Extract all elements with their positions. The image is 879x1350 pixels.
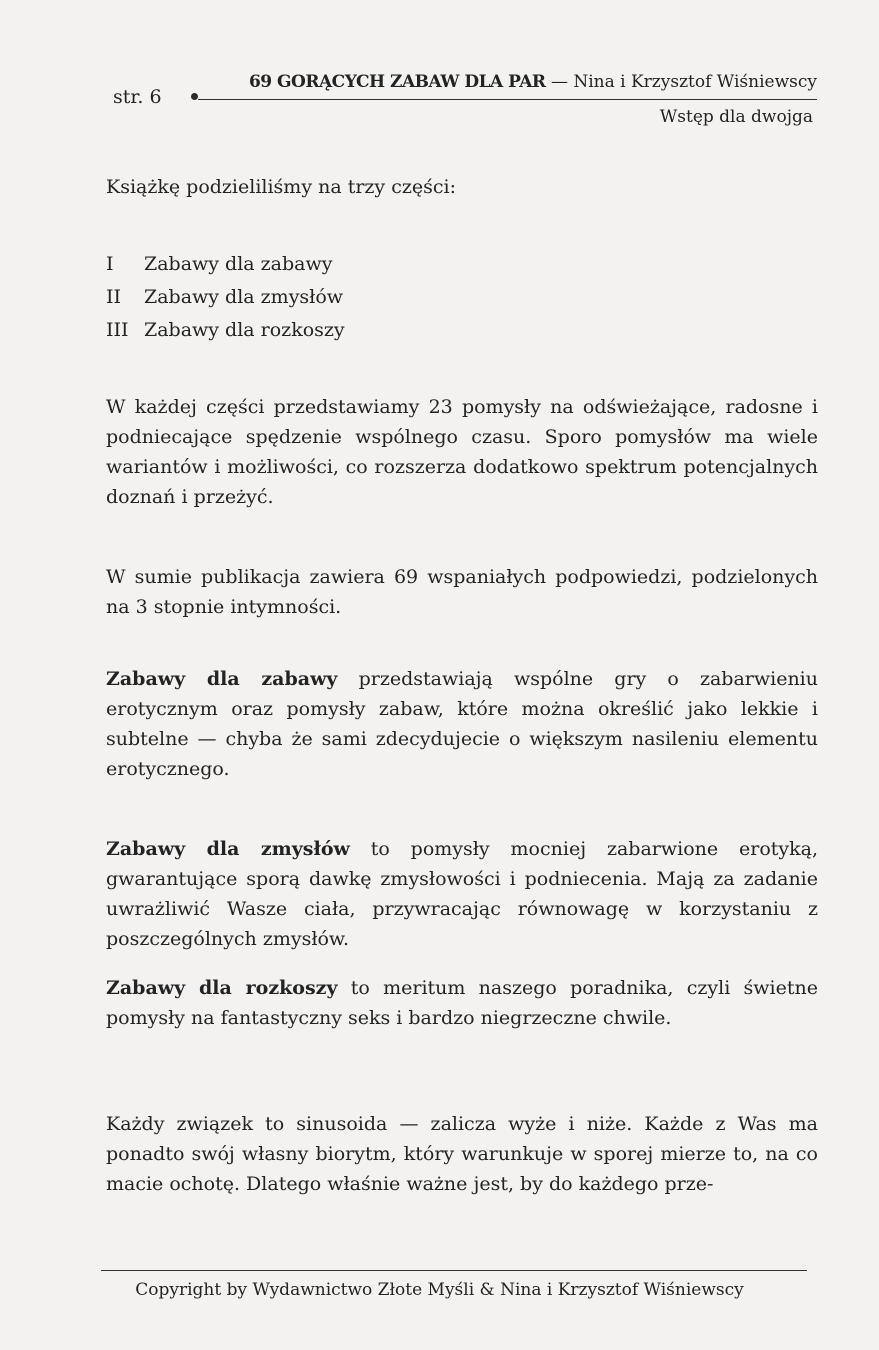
paragraph-bold-term: Zabawy dla rozkoszy	[106, 977, 338, 999]
section-title: Wstęp dla dwojga	[659, 107, 813, 127]
list-item	[106, 314, 818, 347]
paragraph-text	[106, 834, 818, 954]
running-header	[249, 72, 817, 92]
paragraph-text	[106, 664, 818, 784]
paragraph-6	[106, 1109, 818, 1199]
header-bullet-icon	[191, 93, 198, 100]
list-item-label: Zabawy dla zabawy	[144, 253, 333, 275]
paragraph-bold-term: Zabawy dla zabawy	[106, 668, 338, 690]
footer-divider	[101, 1270, 807, 1271]
book-title: 69 GORĄCYCH ZABAW DLA PAR	[248, 72, 546, 92]
list-item-number: III	[106, 319, 129, 341]
page-number: str. 6	[113, 86, 162, 108]
paragraph-zabawy-dla-zabawy	[106, 664, 818, 784]
list-item	[106, 248, 818, 281]
lead-paragraph	[106, 172, 818, 202]
paragraph-1	[106, 392, 818, 512]
paragraph-zabawy-dla-rozkoszy	[106, 973, 818, 1033]
paragraph-bold-term: Zabawy dla zmysłów	[106, 838, 350, 860]
header-divider	[198, 99, 817, 100]
paragraph-rest: to pomysły mocniej zabarwione erotyką, gwarantujące sporą dawkę zmysłowości i podniecenia. Mają za zadanie uwrażliwić Wasze ciała, przywracając równowagę w korzystaniu z poszczególnych zmysłów.	[106, 838, 819, 950]
paragraph-text: Każdy związek to sinusoida — zalicza wyże i niże. Każde z Was ma ponadto swój własny biorytm, który warunkuje w sporej mierze to, na co macie ochotę. Dlatego właśnie ważne jest, by do każdego prze-	[106, 1113, 818, 1195]
paragraph-text: W sumie publikacja zawiera 69 wspaniałych podpowiedzi, podzielonych na 3 stopnie intymności.	[106, 566, 818, 618]
paragraph-zabawy-dla-zmyslow	[106, 834, 818, 954]
footer-copyright: Copyright by Wydawnictwo Złote Myśli & Nina i Krzysztof Wiśniewscy	[135, 1280, 744, 1300]
paragraph-text: W każdej części przedstawiamy 23 pomysły na odświeżające, radosne i podniecające spędzenie wspólnego czasu. Sporo pomysłów ma wiele wariantów i możliwości, co rozszerza dodatkowo spektrum potencjalnych doznań i przeżyć.	[106, 396, 818, 508]
paragraph-rest: przedstawiają wspólne gry o zabarwieniu erotycznym oraz pomysły zabaw, które można określić jako lekkie i subtelne — chyba że sami zdecydujecie o większym nasileniu elementu erotycznego.	[106, 668, 818, 780]
list-item-number: II	[106, 286, 122, 308]
list-item	[106, 281, 818, 314]
paragraph-2	[106, 562, 818, 622]
header-authors: — Nina i Krzysztof Wiśniewscy	[550, 72, 817, 92]
list-item-label: Zabawy dla zmysłów	[144, 286, 344, 308]
list-item-number: I	[106, 253, 114, 275]
list-item-label: Zabawy dla rozkoszy	[144, 319, 345, 341]
lead-text: Książkę podzieliliśmy na trzy części:	[106, 176, 456, 198]
paragraph-rest: to meritum naszego poradnika, czyli świetne pomysły na fantastyczny seks i bardzo niegrzeczne chwile.	[106, 977, 818, 1029]
paragraph-text	[106, 973, 818, 1033]
parts-list	[106, 248, 818, 347]
